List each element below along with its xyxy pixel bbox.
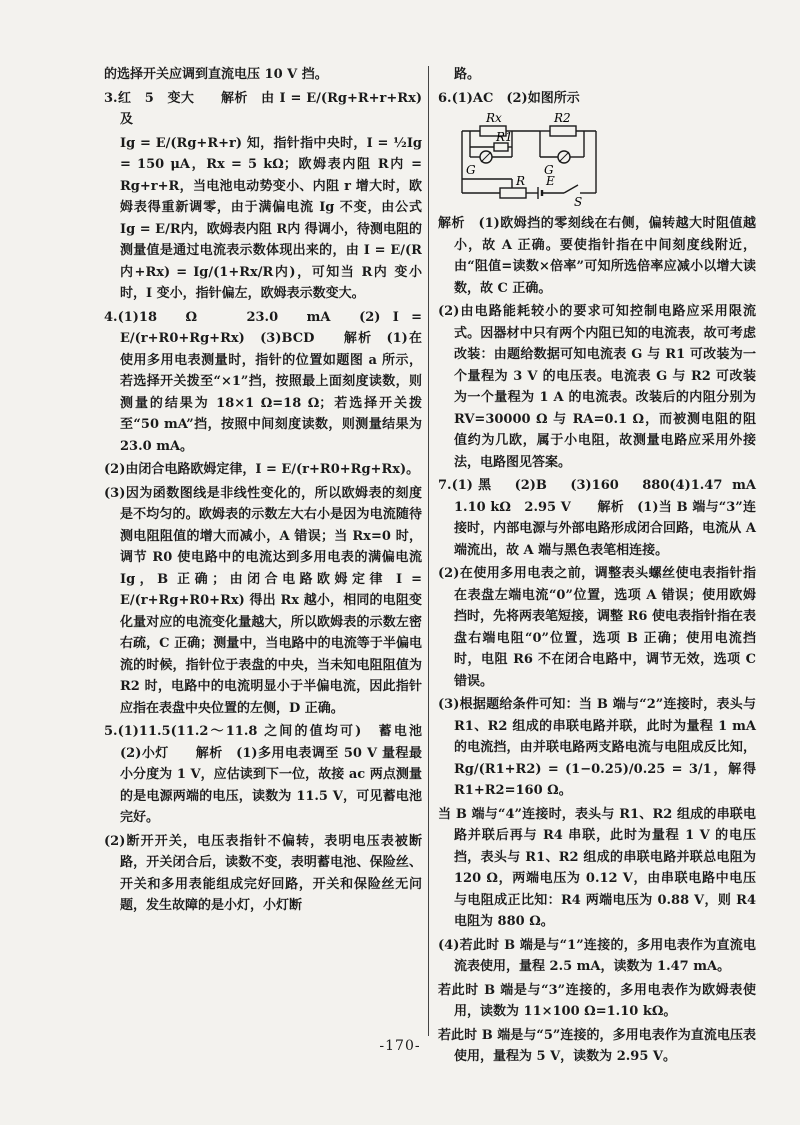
rheostat-r (500, 188, 526, 198)
right-para-8: (4)若此时 B 端是与“1”连接的，多用电表作为直流电流表使用，量程 2.5 mA，读数为 1.47 mA。 (438, 937, 756, 974)
label-r1: R1 (496, 130, 513, 144)
label-s: S (574, 195, 583, 207)
resistor-r2 (550, 126, 576, 136)
label-rx: Rx (486, 111, 502, 125)
column-divider (428, 66, 429, 1036)
right-para-4: 7.(1)黑 (2)B (3)160 880(4)1.47 mA 1.10 kΩ 2.95 V 解析 (1)当 B 端与“3”连接时，内部电源与外部电路形成闭合回路，电流从 A 端流出，故 A 端与黑色表笔相连接。 (438, 478, 770, 558)
right-para-7: 当 B 端与“4”连接时，表头与 R1、R2 组成的串联电路并联后再与 R4 串联，此时为量程 1 V 的电压挡，表头与 R1、R2 组成的串联电路并联总电阻为 120 Ω，两端电压为 0.12 V，由串联电路中电压与电阻成正比知：R4 两端电压为 0.88 V，则 R4 电阻为 880 Ω。 (438, 806, 756, 929)
left-para-4: (2)由闭合电路欧姆定律，I = E/(r+R0+Rg+Rx)。 (104, 462, 420, 477)
right-para-2: 解析 (1)欧姆挡的零刻线在右侧，偏转越大时阻值越小，故 A 正确。要使指针指在中间刻度线附近，由“阻值=读数×倍率”可知所选倍率应减小以增大读数，故 C 正确。 (438, 216, 756, 296)
right-para-1: 6.(1)AC (2)如图所示 (438, 90, 580, 106)
right-para-5: (2)在使用多用电表之前，调整表头螺丝使电表指针指在表盘左端电流“0”位置，选项 A 错误；使用欧姆挡时，先将两表笔短接，调整 R6 使电表指针指在表盘右端电阻“0”位置，选项 B 正确；使用电流挡时，电阻 R6 不在闭合电路中，调节无效，选项 C 错误。 (438, 566, 756, 689)
circuit-svg (456, 111, 606, 207)
circuit-diagram (456, 111, 756, 207)
left-para-7: (2)断开开关，电压表指针不偏转，表明电压表被断路，开关闭合后，读数不变，表明蓄电池、保险丝、开关和多用表能组成完好回路，开关和保险丝无问题，发生故障的是小灯，小灯断 (104, 833, 422, 913)
right-para-0: 路。 (454, 67, 481, 82)
resistor-r1 (494, 143, 508, 151)
label-e: E (546, 174, 555, 188)
label-g1: G (466, 163, 476, 177)
left-para-3: 4.(1)18 Ω 23.0 mA (2) I = E/(r+R0+Rg+Rx) (3)BCD 解析 (1)在使用多用电表测量时，指针的位置如题图 a 所示，若选择开关拨至“×1”挡，按照最上面刻度读数，则测量的结果为 18×1 Ω=18 Ω；若选择开关拨至“50 mA”挡，按照中间刻度读数，则测量结果为 23.0 mA。 (104, 309, 422, 454)
right-para-6: (3)根据题给条件可知：当 B 端与“2”连接时，表头与 R1、R2 组成的串联电路并联，此时为量程 1 mA 的电流挡，由并联电路两支路电流与电阻成反比知，Rg/(R1+R2) = (1−0.25)/0.25 = 3/1，解得 R1+R2=160 Ω。 (438, 697, 756, 798)
switch (564, 185, 578, 193)
left-para-2: Ig = E/(Rg+R+r) 知，指针指中央时，I = ½Ig = 150 μA，Rx = 5 kΩ；欧姆表内阻 R内 = Rg+r+R，当电池电动势变小、内阻 r 增大时，欧姆表得重新调零，由于满偏电流 Ig 不变，由公式 Ig = E/R内，欧姆表内阻 R内 得调小，待测电阻的测量值是通过电流表示数体现出来的，由 I = E/(R内+Rx) = Ig/(1+Rx/R内)，可知当 R内 变小时，I 变小，指针偏左，欧姆表示数变大。 (120, 135, 422, 301)
left-para-0: 的选择开关应调到直流电压 10 V 挡。 (104, 67, 328, 82)
right-column (438, 64, 770, 1070)
right-para-10: 若此时 B 端是与“5”连接的，多用电表作为直流电压表使用，量程为 5 V，读数为 2.95 V。 (438, 1027, 756, 1064)
galvanometer-needle (559, 152, 569, 162)
left-column (104, 64, 436, 919)
left-para-1: 3.红 5 变大 解析 由 I = E/(Rg+R+r+Rx) 及 (104, 90, 422, 127)
right-para-3: (2)由电路能耗较小的要求可知控制电路应采用限流式。因器材中只有两个内阻已知的电流表，故可考虑改装：由题给数据可知电流表 G 与 R1 可改装为一个量程为 3 V 的电压表。电流表 G 与 R2 可改装为一个量程为 1 A 的电流表。改装后的内阻分别为 RV=30000 Ω 与 RA=0.1 Ω，而被测电阻的阻值约为几欧，属于小电阻，故测量电路应采用外接法，电路图见答案。 (438, 304, 756, 470)
left-para-6: 5.(1)11.5(11.2～11.8 之间的值均可) 蓄电池 (2)小灯 解析 (1)多用电表调至 50 V 量程最小分度为 1 V，应估读到下一位，故接 ac 两点测量的是电源两端的电压，读数为 11.5 V，可见蓄电池完好。 (104, 724, 436, 825)
left-para-5: (3)因为函数图线是非线性变化的，所以欧姆表的刻度是不均匀的。欧姆表的示数左大右小是因为电流随待测电阻阻值的增大而减小，A 错误；当 Rx=0 时，调节 R0 使电路中的电流达到多用电表的满偏电流 Ig，B 正确；由闭合电路欧姆定律 I = E/(r+Rg+R0+Rx) 得出 Rx 越小，相同的电阻变化量对应的电流变化量越大，所以欧姆表的示数左密右疏，C 正确；测量中，当电路中的电流等于半偏电流的时候，指针位于表盘的中央，当未知电阻阻值为 R2 时，电路中的电流明显小于半偏电流，因此指针应指在表盘中央位置的左侧，D 正确。 (104, 485, 422, 716)
label-g2: G (544, 163, 554, 177)
page-number: -170- (379, 1038, 421, 1054)
label-r2: R2 (554, 111, 571, 125)
label-r: R (516, 174, 526, 188)
right-para-9: 若此时 B 端是与“3”连接的，多用电表作为欧姆表使用，读数为 11×100 Ω=1.10 kΩ。 (438, 982, 756, 1019)
galvanometer-needle (481, 152, 491, 162)
